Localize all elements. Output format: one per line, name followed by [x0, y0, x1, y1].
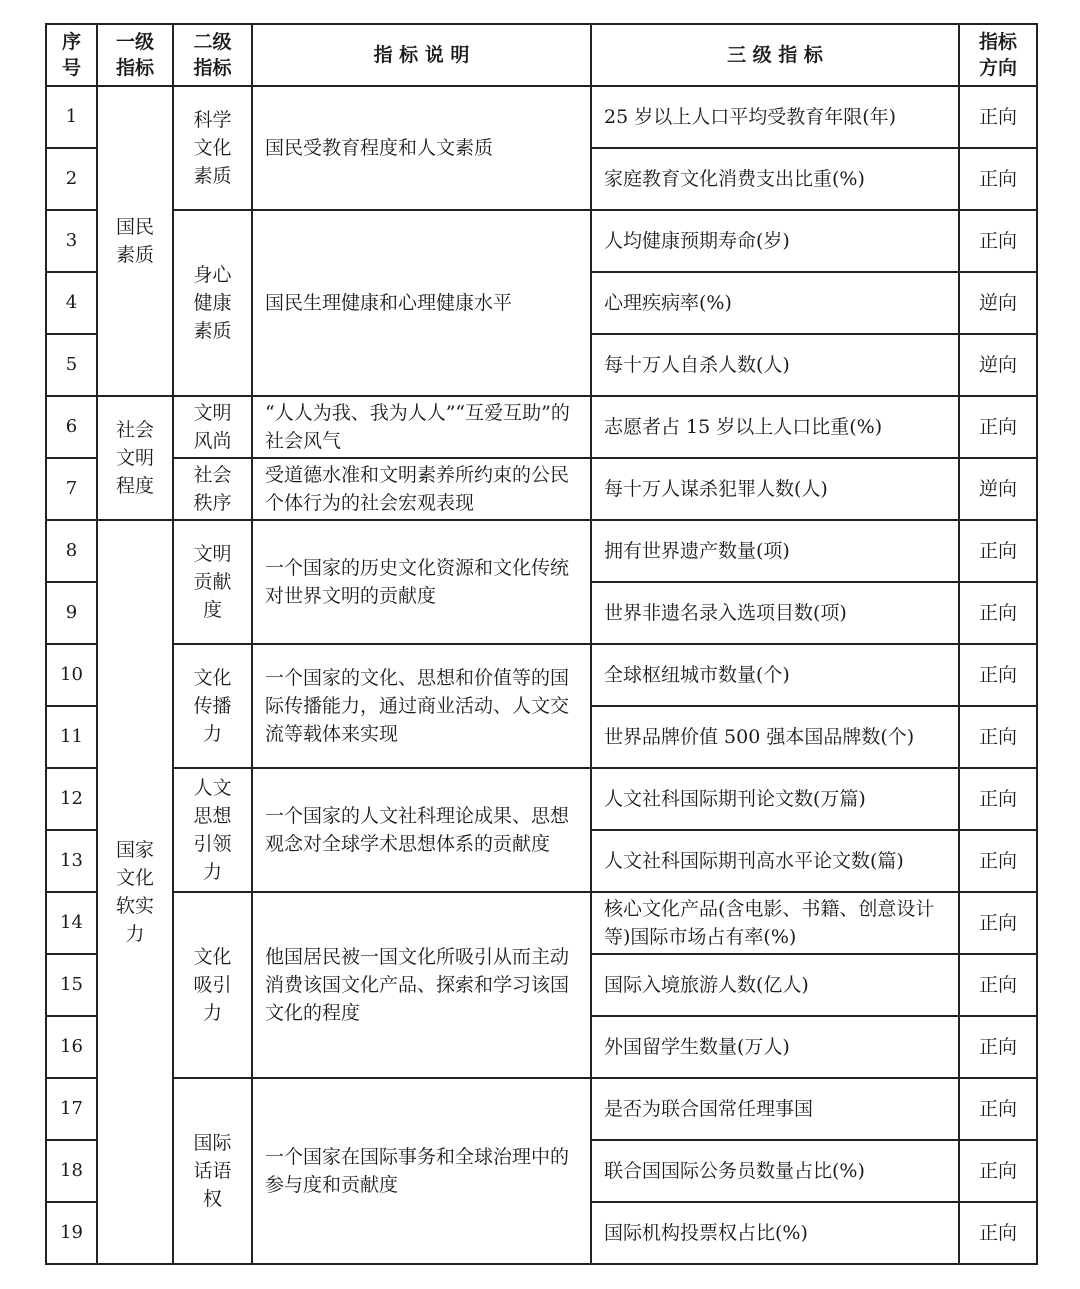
desc-cell: 一个国家的文化、思想和价值等的国际传播能力，通过商业活动、人文交流等载体来实现 — [252, 644, 591, 768]
indicator-cell: 家庭教育文化消费支出比重(%) — [591, 148, 959, 210]
table-header-row — [46, 24, 1037, 86]
level1-cell: 社会文明程度 — [97, 396, 173, 520]
seq-cell: 12 — [46, 768, 97, 830]
direction-cell: 逆向 — [959, 458, 1037, 520]
direction-cell: 正向 — [959, 520, 1037, 582]
direction-cell: 正向 — [959, 1140, 1037, 1202]
indicator-table — [45, 23, 1038, 1265]
table-row — [46, 210, 1037, 272]
table-row — [46, 768, 1037, 830]
level2-cell: 科学文化素质 — [173, 86, 252, 210]
seq-cell: 6 — [46, 396, 97, 458]
indicator-cell: 25 岁以上人口平均受教育年限(年) — [591, 86, 959, 148]
level1-cell: 国民素质 — [97, 86, 173, 396]
indicator-cell: 世界非遗名录入选项目数(项) — [591, 582, 959, 644]
direction-cell: 正向 — [959, 1078, 1037, 1140]
seq-cell: 5 — [46, 334, 97, 396]
seq-cell: 11 — [46, 706, 97, 768]
direction-cell: 正向 — [959, 768, 1037, 830]
direction-cell: 正向 — [959, 706, 1037, 768]
seq-cell: 19 — [46, 1202, 97, 1264]
desc-cell: 一个国家的人文社科理论成果、思想观念对全球学术思想体系的贡献度 — [252, 768, 591, 892]
level2-cell: 身心健康素质 — [173, 210, 252, 396]
indicator-cell: 人文社科国际期刊高水平论文数(篇) — [591, 830, 959, 892]
indicator-cell: 世界品牌价值 500 强本国品牌数(个) — [591, 706, 959, 768]
indicator-cell: 每十万人自杀人数(人) — [591, 334, 959, 396]
seq-cell: 13 — [46, 830, 97, 892]
desc-cell: 国民生理健康和心理健康水平 — [252, 210, 591, 396]
direction-cell: 正向 — [959, 1016, 1037, 1078]
seq-cell: 1 — [46, 86, 97, 148]
indicator-cell: 全球枢纽城市数量(个) — [591, 644, 959, 706]
level2-cell: 社会秩序 — [173, 458, 252, 520]
seq-cell: 3 — [46, 210, 97, 272]
desc-cell: “人人为我、我为人人”“互爱互助”的社会风气 — [252, 396, 591, 458]
level2-cell: 文明风尚 — [173, 396, 252, 458]
header-seq: 序号 — [46, 24, 97, 86]
seq-cell: 2 — [46, 148, 97, 210]
seq-cell: 10 — [46, 644, 97, 706]
indicator-cell: 每十万人谋杀犯罪人数(人) — [591, 458, 959, 520]
level2-cell: 文化吸引力 — [173, 892, 252, 1078]
seq-cell: 16 — [46, 1016, 97, 1078]
table-row — [46, 1078, 1037, 1140]
indicator-cell: 国际机构投票权占比(%) — [591, 1202, 959, 1264]
header-level1: 一级指标 — [97, 24, 173, 86]
desc-cell: 一个国家的历史文化资源和文化传统对世界文明的贡献度 — [252, 520, 591, 644]
desc-cell: 他国居民被一国文化所吸引从而主动消费该国文化产品、探索和学习该国文化的程度 — [252, 892, 591, 1078]
level2-cell: 文明贡献度 — [173, 520, 252, 644]
level1-cell: 国家文化软实力 — [97, 520, 173, 1264]
table-row — [46, 86, 1037, 148]
desc-cell: 国民受教育程度和人文素质 — [252, 86, 591, 210]
seq-cell: 4 — [46, 272, 97, 334]
direction-cell: 正向 — [959, 1202, 1037, 1264]
seq-cell: 7 — [46, 458, 97, 520]
direction-cell: 正向 — [959, 148, 1037, 210]
indicator-cell: 核心文化产品(含电影、书籍、创意设计等)国际市场占有率(%) — [591, 892, 959, 954]
seq-cell: 9 — [46, 582, 97, 644]
seq-cell: 8 — [46, 520, 97, 582]
direction-cell: 正向 — [959, 830, 1037, 892]
indicator-cell: 是否为联合国常任理事国 — [591, 1078, 959, 1140]
table-row — [46, 892, 1037, 954]
desc-cell: 受道德水准和文明素养所约束的公民个体行为的社会宏观表现 — [252, 458, 591, 520]
table-row — [46, 396, 1037, 458]
table-row — [46, 644, 1037, 706]
indicator-cell: 国际入境旅游人数(亿人) — [591, 954, 959, 1016]
seq-cell: 17 — [46, 1078, 97, 1140]
indicator-cell: 拥有世界遗产数量(项) — [591, 520, 959, 582]
indicator-cell: 心理疾病率(%) — [591, 272, 959, 334]
direction-cell: 正向 — [959, 210, 1037, 272]
direction-cell: 逆向 — [959, 272, 1037, 334]
direction-cell: 正向 — [959, 396, 1037, 458]
seq-cell: 18 — [46, 1140, 97, 1202]
header-level3: 三 级 指 标 — [591, 24, 959, 86]
header-level2: 二级指标 — [173, 24, 252, 86]
indicator-cell: 志愿者占 15 岁以上人口比重(%) — [591, 396, 959, 458]
indicator-cell: 联合国国际公务员数量占比(%) — [591, 1140, 959, 1202]
direction-cell: 正向 — [959, 892, 1037, 954]
level2-cell: 文化传播力 — [173, 644, 252, 768]
seq-cell: 14 — [46, 892, 97, 954]
seq-cell: 15 — [46, 954, 97, 1016]
indicator-cell: 外国留学生数量(万人) — [591, 1016, 959, 1078]
direction-cell: 逆向 — [959, 334, 1037, 396]
direction-cell: 正向 — [959, 644, 1037, 706]
header-direction: 指标方向 — [959, 24, 1037, 86]
direction-cell: 正向 — [959, 582, 1037, 644]
direction-cell: 正向 — [959, 86, 1037, 148]
table-row — [46, 520, 1037, 582]
level2-cell: 人文思想引领力 — [173, 768, 252, 892]
table-row — [46, 458, 1037, 520]
direction-cell: 正向 — [959, 954, 1037, 1016]
desc-cell: 一个国家在国际事务和全球治理中的参与度和贡献度 — [252, 1078, 591, 1264]
header-desc: 指 标 说 明 — [252, 24, 591, 86]
level2-cell: 国际话语权 — [173, 1078, 252, 1264]
indicator-cell: 人均健康预期寿命(岁) — [591, 210, 959, 272]
indicator-cell: 人文社科国际期刊论文数(万篇) — [591, 768, 959, 830]
